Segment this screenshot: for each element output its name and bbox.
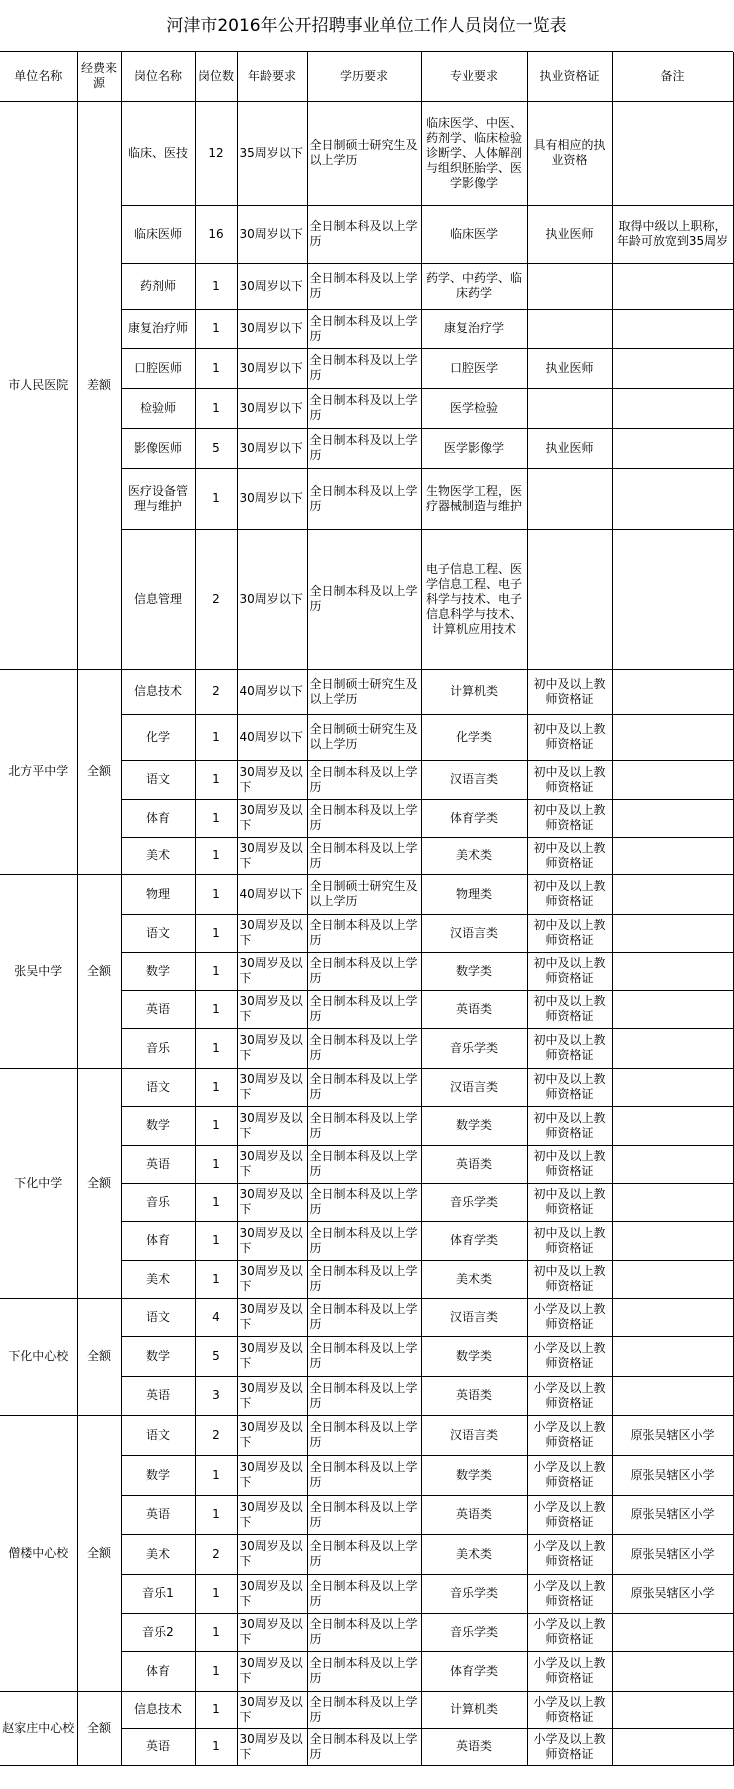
education-requirement-cell: 全日制本科及以上学历 xyxy=(307,263,421,309)
certificate-cell: 初中及以上教师资格证 xyxy=(527,1183,612,1221)
post-name-cell: 音乐 xyxy=(121,1028,195,1068)
certificate-cell: 初中及以上教师资格证 xyxy=(527,799,612,837)
post-name-cell: 检验师 xyxy=(121,388,195,428)
unit-name-cell: 下化中学 xyxy=(0,1068,77,1298)
remarks-cell xyxy=(612,799,733,837)
age-requirement-cell: 30周岁及以下 xyxy=(237,799,307,837)
certificate-cell: 执业医师 xyxy=(527,348,612,388)
remarks-cell xyxy=(612,874,733,914)
age-requirement-cell: 30周岁及以下 xyxy=(237,1376,307,1415)
post-count-cell: 2 xyxy=(195,669,237,714)
age-requirement-cell: 30周岁及以下 xyxy=(237,952,307,990)
education-requirement-cell: 全日制本科及以上学历 xyxy=(307,837,421,874)
major-requirement-cell: 医学检验 xyxy=(421,388,527,428)
fund-source-cell: 全额 xyxy=(77,1068,121,1298)
post-name-cell: 数学 xyxy=(121,952,195,990)
education-requirement-cell: 全日制本科及以上学历 xyxy=(307,799,421,837)
post-count-cell: 1 xyxy=(195,1106,237,1145)
post-name-cell: 信息技术 xyxy=(121,1691,195,1728)
age-requirement-cell: 30周岁及以下 xyxy=(237,1336,307,1376)
post-count-cell: 1 xyxy=(195,1145,237,1183)
age-requirement-cell: 30周岁及以下 xyxy=(237,1028,307,1068)
education-requirement-cell: 全日制硕士研究生及以上学历 xyxy=(307,874,421,914)
header-row xyxy=(0,52,733,101)
major-requirement-cell: 汉语言类 xyxy=(421,1415,527,1455)
post-name-cell: 语文 xyxy=(121,1298,195,1336)
certificate-cell: 小学及以上教师资格证 xyxy=(527,1455,612,1495)
major-requirement-cell: 数学类 xyxy=(421,1336,527,1376)
fund-source-cell: 全额 xyxy=(77,874,121,1068)
remarks-cell xyxy=(612,309,733,348)
post-count-cell: 1 xyxy=(195,837,237,874)
remarks-cell xyxy=(612,1691,733,1728)
post-name-cell: 物理 xyxy=(121,874,195,914)
post-count-cell: 1 xyxy=(195,1455,237,1495)
table-row xyxy=(0,874,733,914)
education-requirement-cell: 全日制本科及以上学历 xyxy=(307,1106,421,1145)
age-requirement-cell: 30周岁及以下 xyxy=(237,1613,307,1651)
age-requirement-cell: 30周岁及以下 xyxy=(237,1298,307,1336)
certificate-cell: 初中及以上教师资格证 xyxy=(527,1145,612,1183)
major-requirement-cell: 体育学类 xyxy=(421,1221,527,1260)
remarks-cell xyxy=(612,1221,733,1260)
certificate-cell xyxy=(527,529,612,669)
post-count-cell: 1 xyxy=(195,1574,237,1613)
post-count-cell: 3 xyxy=(195,1376,237,1415)
major-requirement-cell: 口腔医学 xyxy=(421,348,527,388)
header-remarks: 备注 xyxy=(612,52,733,101)
age-requirement-cell: 30周岁及以下 xyxy=(237,1145,307,1183)
table-row xyxy=(0,669,733,714)
age-requirement-cell: 30周岁及以下 xyxy=(237,1728,307,1765)
post-name-cell: 音乐 xyxy=(121,1183,195,1221)
remarks-cell xyxy=(612,990,733,1028)
age-requirement-cell: 30周岁及以下 xyxy=(237,1221,307,1260)
remarks-cell xyxy=(612,1028,733,1068)
certificate-cell: 初中及以上教师资格证 xyxy=(527,914,612,952)
post-count-cell: 1 xyxy=(195,1728,237,1765)
post-count-cell: 1 xyxy=(195,760,237,799)
education-requirement-cell: 全日制本科及以上学历 xyxy=(307,1336,421,1376)
post-count-cell: 1 xyxy=(195,348,237,388)
education-requirement-cell: 全日制本科及以上学历 xyxy=(307,1455,421,1495)
age-requirement-cell: 30周岁及以下 xyxy=(237,1534,307,1574)
post-name-cell: 数学 xyxy=(121,1106,195,1145)
post-name-cell: 影像医师 xyxy=(121,428,195,468)
post-name-cell: 医疗设备管理与维护 xyxy=(121,468,195,529)
post-name-cell: 语文 xyxy=(121,1068,195,1106)
post-count-cell: 1 xyxy=(195,309,237,348)
certificate-cell: 初中及以上教师资格证 xyxy=(527,714,612,760)
major-requirement-cell: 音乐学类 xyxy=(421,1183,527,1221)
major-requirement-cell: 英语类 xyxy=(421,990,527,1028)
certificate-cell: 小学及以上教师资格证 xyxy=(527,1495,612,1534)
remarks-cell xyxy=(612,1728,733,1765)
positions-table xyxy=(0,52,734,1766)
certificate-cell xyxy=(527,309,612,348)
age-requirement-cell: 30周岁及以下 xyxy=(237,914,307,952)
major-requirement-cell: 汉语言类 xyxy=(421,760,527,799)
age-requirement-cell: 30周岁以下 xyxy=(237,468,307,529)
major-requirement-cell: 数学类 xyxy=(421,1106,527,1145)
major-requirement-cell: 英语类 xyxy=(421,1145,527,1183)
major-requirement-cell: 美术类 xyxy=(421,837,527,874)
post-name-cell: 英语 xyxy=(121,1376,195,1415)
education-requirement-cell: 全日制硕士研究生及以上学历 xyxy=(307,669,421,714)
post-name-cell: 语文 xyxy=(121,760,195,799)
header-education: 学历要求 xyxy=(307,52,421,101)
education-requirement-cell: 全日制本科及以上学历 xyxy=(307,1298,421,1336)
certificate-cell: 小学及以上教师资格证 xyxy=(527,1415,612,1455)
remarks-cell xyxy=(612,1376,733,1415)
certificate-cell xyxy=(527,263,612,309)
certificate-cell: 小学及以上教师资格证 xyxy=(527,1298,612,1336)
remarks-cell xyxy=(612,263,733,309)
post-count-cell: 1 xyxy=(195,874,237,914)
post-name-cell: 体育 xyxy=(121,799,195,837)
post-name-cell: 临床、医技 xyxy=(121,101,195,205)
remarks-cell xyxy=(612,914,733,952)
post-count-cell: 1 xyxy=(195,1068,237,1106)
age-requirement-cell: 40周岁以下 xyxy=(237,874,307,914)
certificate-cell: 具有相应的执业资格 xyxy=(527,101,612,205)
unit-name-cell: 僧楼中心校 xyxy=(0,1415,77,1691)
post-count-cell: 1 xyxy=(195,714,237,760)
major-requirement-cell: 英语类 xyxy=(421,1495,527,1534)
post-count-cell: 16 xyxy=(195,205,237,263)
remarks-cell xyxy=(612,837,733,874)
post-name-cell: 数学 xyxy=(121,1455,195,1495)
remarks-cell xyxy=(612,529,733,669)
header-count: 岗位数 xyxy=(195,52,237,101)
post-name-cell: 临床医师 xyxy=(121,205,195,263)
education-requirement-cell: 全日制本科及以上学历 xyxy=(307,1691,421,1728)
certificate-cell: 初中及以上教师资格证 xyxy=(527,669,612,714)
age-requirement-cell: 30周岁及以下 xyxy=(237,1415,307,1455)
age-requirement-cell: 40周岁以下 xyxy=(237,669,307,714)
major-requirement-cell: 临床医学、中医、药剂学、临床检验诊断学、人体解剖与组织胚胎学、医学影像学 xyxy=(421,101,527,205)
post-name-cell: 体育 xyxy=(121,1651,195,1691)
age-requirement-cell: 30周岁及以下 xyxy=(237,1260,307,1298)
certificate-cell: 初中及以上教师资格证 xyxy=(527,1068,612,1106)
age-requirement-cell: 30周岁及以下 xyxy=(237,1068,307,1106)
education-requirement-cell: 全日制本科及以上学历 xyxy=(307,1728,421,1765)
remarks-cell xyxy=(612,1336,733,1376)
post-count-cell: 12 xyxy=(195,101,237,205)
remarks-cell xyxy=(612,952,733,990)
age-requirement-cell: 30周岁以下 xyxy=(237,205,307,263)
post-name-cell: 信息技术 xyxy=(121,669,195,714)
certificate-cell xyxy=(527,468,612,529)
fund-source-cell: 全额 xyxy=(77,1415,121,1691)
age-requirement-cell: 30周岁以下 xyxy=(237,428,307,468)
post-name-cell: 数学 xyxy=(121,1336,195,1376)
age-requirement-cell: 40周岁以下 xyxy=(237,714,307,760)
certificate-cell: 执业医师 xyxy=(527,428,612,468)
age-requirement-cell: 30周岁及以下 xyxy=(237,1651,307,1691)
certificate-cell: 初中及以上教师资格证 xyxy=(527,1221,612,1260)
post-count-cell: 1 xyxy=(195,1495,237,1534)
age-requirement-cell: 35周岁以下 xyxy=(237,101,307,205)
post-name-cell: 美术 xyxy=(121,837,195,874)
remarks-cell xyxy=(612,1145,733,1183)
post-count-cell: 1 xyxy=(195,1221,237,1260)
education-requirement-cell: 全日制本科及以上学历 xyxy=(307,1651,421,1691)
certificate-cell: 小学及以上教师资格证 xyxy=(527,1728,612,1765)
post-count-cell: 4 xyxy=(195,1298,237,1336)
post-count-cell: 5 xyxy=(195,1336,237,1376)
unit-name-cell: 市人民医院 xyxy=(0,101,77,669)
post-count-cell: 2 xyxy=(195,529,237,669)
age-requirement-cell: 30周岁及以下 xyxy=(237,837,307,874)
remarks-cell xyxy=(612,101,733,205)
certificate-cell: 小学及以上教师资格证 xyxy=(527,1613,612,1651)
age-requirement-cell: 30周岁及以下 xyxy=(237,1691,307,1728)
post-name-cell: 美术 xyxy=(121,1260,195,1298)
age-requirement-cell: 30周岁及以下 xyxy=(237,760,307,799)
age-requirement-cell: 30周岁及以下 xyxy=(237,1455,307,1495)
age-requirement-cell: 30周岁及以下 xyxy=(237,1574,307,1613)
age-requirement-cell: 30周岁及以下 xyxy=(237,1495,307,1534)
remarks-cell xyxy=(612,348,733,388)
header-fund: 经费来源 xyxy=(77,52,121,101)
post-name-cell: 英语 xyxy=(121,1145,195,1183)
post-count-cell: 1 xyxy=(195,1651,237,1691)
major-requirement-cell: 汉语言类 xyxy=(421,914,527,952)
age-requirement-cell: 30周岁及以下 xyxy=(237,1183,307,1221)
certificate-cell: 初中及以上教师资格证 xyxy=(527,990,612,1028)
education-requirement-cell: 全日制本科及以上学历 xyxy=(307,760,421,799)
post-count-cell: 1 xyxy=(195,1613,237,1651)
remarks-cell: 原张吴辖区小学 xyxy=(612,1495,733,1534)
education-requirement-cell: 全日制本科及以上学历 xyxy=(307,1495,421,1534)
post-count-cell: 1 xyxy=(195,1183,237,1221)
education-requirement-cell: 全日制本科及以上学历 xyxy=(307,428,421,468)
table-row xyxy=(0,1298,733,1336)
education-requirement-cell: 全日制本科及以上学历 xyxy=(307,1260,421,1298)
education-requirement-cell: 全日制本科及以上学历 xyxy=(307,1613,421,1651)
major-requirement-cell: 汉语言类 xyxy=(421,1298,527,1336)
education-requirement-cell: 全日制本科及以上学历 xyxy=(307,1574,421,1613)
remarks-cell xyxy=(612,760,733,799)
table-row xyxy=(0,1068,733,1106)
education-requirement-cell: 全日制本科及以上学历 xyxy=(307,1221,421,1260)
table-row xyxy=(0,1691,733,1728)
major-requirement-cell: 数学类 xyxy=(421,1455,527,1495)
major-requirement-cell: 体育学类 xyxy=(421,1651,527,1691)
education-requirement-cell: 全日制本科及以上学历 xyxy=(307,1183,421,1221)
header-unit: 单位名称 xyxy=(0,52,77,101)
education-requirement-cell: 全日制本科及以上学历 xyxy=(307,914,421,952)
remarks-cell xyxy=(612,1068,733,1106)
education-requirement-cell: 全日制本科及以上学历 xyxy=(307,388,421,428)
certificate-cell: 小学及以上教师资格证 xyxy=(527,1376,612,1415)
major-requirement-cell: 英语类 xyxy=(421,1728,527,1765)
post-count-cell: 1 xyxy=(195,1260,237,1298)
age-requirement-cell: 30周岁以下 xyxy=(237,348,307,388)
post-name-cell: 音乐1 xyxy=(121,1574,195,1613)
education-requirement-cell: 全日制本科及以上学历 xyxy=(307,1028,421,1068)
major-requirement-cell: 美术类 xyxy=(421,1260,527,1298)
age-requirement-cell: 30周岁以下 xyxy=(237,263,307,309)
age-requirement-cell: 30周岁及以下 xyxy=(237,990,307,1028)
remarks-cell: 原张吴辖区小学 xyxy=(612,1574,733,1613)
remarks-cell: 取得中级以上职称，年龄可放宽到35周岁 xyxy=(612,205,733,263)
fund-source-cell: 全额 xyxy=(77,1691,121,1765)
post-name-cell: 英语 xyxy=(121,1728,195,1765)
post-name-cell: 药剂师 xyxy=(121,263,195,309)
education-requirement-cell: 全日制本科及以上学历 xyxy=(307,309,421,348)
unit-name-cell: 北方平中学 xyxy=(0,669,77,874)
post-name-cell: 化学 xyxy=(121,714,195,760)
certificate-cell: 小学及以上教师资格证 xyxy=(527,1691,612,1728)
post-count-cell: 1 xyxy=(195,468,237,529)
major-requirement-cell: 电子信息工程、医学信息工程、电子科学与技术、电子信息科学与技术、计算机应用技术 xyxy=(421,529,527,669)
remarks-cell xyxy=(612,1183,733,1221)
education-requirement-cell: 全日制本科及以上学历 xyxy=(307,348,421,388)
table-row xyxy=(0,101,733,205)
education-requirement-cell: 全日制本科及以上学历 xyxy=(307,468,421,529)
education-requirement-cell: 全日制本科及以上学历 xyxy=(307,1415,421,1455)
major-requirement-cell: 音乐学类 xyxy=(421,1574,527,1613)
certificate-cell: 初中及以上教师资格证 xyxy=(527,837,612,874)
education-requirement-cell: 全日制本科及以上学历 xyxy=(307,1376,421,1415)
major-requirement-cell: 计算机类 xyxy=(421,1691,527,1728)
major-requirement-cell: 物理类 xyxy=(421,874,527,914)
post-name-cell: 口腔医师 xyxy=(121,348,195,388)
header-major: 专业要求 xyxy=(421,52,527,101)
remarks-cell xyxy=(612,428,733,468)
post-count-cell: 1 xyxy=(195,914,237,952)
remarks-cell xyxy=(612,1106,733,1145)
certificate-cell: 初中及以上教师资格证 xyxy=(527,1260,612,1298)
post-count-cell: 5 xyxy=(195,428,237,468)
age-requirement-cell: 30周岁以下 xyxy=(237,529,307,669)
fund-source-cell: 差额 xyxy=(77,101,121,669)
education-requirement-cell: 全日制本科及以上学历 xyxy=(307,1068,421,1106)
age-requirement-cell: 30周岁以下 xyxy=(237,388,307,428)
post-name-cell: 英语 xyxy=(121,1495,195,1534)
education-requirement-cell: 全日制本科及以上学历 xyxy=(307,529,421,669)
education-requirement-cell: 全日制本科及以上学历 xyxy=(307,1145,421,1183)
remarks-cell xyxy=(612,1298,733,1336)
post-name-cell: 语文 xyxy=(121,1415,195,1455)
remarks-cell xyxy=(612,714,733,760)
unit-name-cell: 下化中心校 xyxy=(0,1298,77,1415)
education-requirement-cell: 全日制本科及以上学历 xyxy=(307,1534,421,1574)
post-count-cell: 1 xyxy=(195,388,237,428)
post-count-cell: 1 xyxy=(195,952,237,990)
header-post: 岗位名称 xyxy=(121,52,195,101)
post-count-cell: 2 xyxy=(195,1415,237,1455)
post-name-cell: 体育 xyxy=(121,1221,195,1260)
education-requirement-cell: 全日制本科及以上学历 xyxy=(307,952,421,990)
remarks-cell xyxy=(612,669,733,714)
remarks-cell: 原张吴辖区小学 xyxy=(612,1455,733,1495)
unit-name-cell: 张吴中学 xyxy=(0,874,77,1068)
remarks-cell xyxy=(612,468,733,529)
major-requirement-cell: 体育学类 xyxy=(421,799,527,837)
major-requirement-cell: 临床医学 xyxy=(421,205,527,263)
certificate-cell: 初中及以上教师资格证 xyxy=(527,874,612,914)
post-count-cell: 2 xyxy=(195,1534,237,1574)
remarks-cell xyxy=(612,1613,733,1651)
page-title: 河津市2016年公开招聘事业单位工作人员岗位一览表 xyxy=(0,0,733,52)
major-requirement-cell: 汉语言类 xyxy=(421,1068,527,1106)
post-name-cell: 信息管理 xyxy=(121,529,195,669)
major-requirement-cell: 音乐学类 xyxy=(421,1613,527,1651)
remarks-cell xyxy=(612,1651,733,1691)
post-count-cell: 1 xyxy=(195,1028,237,1068)
age-requirement-cell: 30周岁及以下 xyxy=(237,1106,307,1145)
post-name-cell: 英语 xyxy=(121,990,195,1028)
education-requirement-cell: 全日制硕士研究生及以上学历 xyxy=(307,101,421,205)
certificate-cell: 小学及以上教师资格证 xyxy=(527,1574,612,1613)
header-age: 年龄要求 xyxy=(237,52,307,101)
major-requirement-cell: 美术类 xyxy=(421,1534,527,1574)
post-name-cell: 音乐2 xyxy=(121,1613,195,1651)
certificate-cell: 小学及以上教师资格证 xyxy=(527,1651,612,1691)
remarks-cell xyxy=(612,1260,733,1298)
education-requirement-cell: 全日制本科及以上学历 xyxy=(307,990,421,1028)
unit-name-cell: 赵家庄中心校 xyxy=(0,1691,77,1765)
major-requirement-cell: 音乐学类 xyxy=(421,1028,527,1068)
fund-source-cell: 全额 xyxy=(77,1298,121,1415)
major-requirement-cell: 医学影像学 xyxy=(421,428,527,468)
certificate-cell: 初中及以上教师资格证 xyxy=(527,952,612,990)
major-requirement-cell: 生物医学工程，医疗器械制造与维护 xyxy=(421,468,527,529)
post-count-cell: 1 xyxy=(195,990,237,1028)
certificate-cell: 初中及以上教师资格证 xyxy=(527,1106,612,1145)
certificate-cell xyxy=(527,388,612,428)
major-requirement-cell: 计算机类 xyxy=(421,669,527,714)
age-requirement-cell: 30周岁以下 xyxy=(237,309,307,348)
education-requirement-cell: 全日制硕士研究生及以上学历 xyxy=(307,714,421,760)
remarks-cell: 原张吴辖区小学 xyxy=(612,1534,733,1574)
certificate-cell: 小学及以上教师资格证 xyxy=(527,1534,612,1574)
post-name-cell: 康复治疗师 xyxy=(121,309,195,348)
remarks-cell: 原张吴辖区小学 xyxy=(612,1415,733,1455)
post-count-cell: 1 xyxy=(195,263,237,309)
certificate-cell: 初中及以上教师资格证 xyxy=(527,1028,612,1068)
certificate-cell: 小学及以上教师资格证 xyxy=(527,1336,612,1376)
table-row xyxy=(0,1415,733,1455)
post-count-cell: 1 xyxy=(195,799,237,837)
certificate-cell: 初中及以上教师资格证 xyxy=(527,760,612,799)
header-certificate: 执业资格证 xyxy=(527,52,612,101)
certificate-cell: 执业医师 xyxy=(527,205,612,263)
major-requirement-cell: 康复治疗学 xyxy=(421,309,527,348)
post-name-cell: 语文 xyxy=(121,914,195,952)
education-requirement-cell: 全日制本科及以上学历 xyxy=(307,205,421,263)
major-requirement-cell: 数学类 xyxy=(421,952,527,990)
table-body xyxy=(0,101,733,1765)
post-count-cell: 1 xyxy=(195,1691,237,1728)
fund-source-cell: 全额 xyxy=(77,669,121,874)
post-name-cell: 美术 xyxy=(121,1534,195,1574)
major-requirement-cell: 药学、中药学、临床药学 xyxy=(421,263,527,309)
remarks-cell xyxy=(612,388,733,428)
major-requirement-cell: 英语类 xyxy=(421,1376,527,1415)
major-requirement-cell: 化学类 xyxy=(421,714,527,760)
